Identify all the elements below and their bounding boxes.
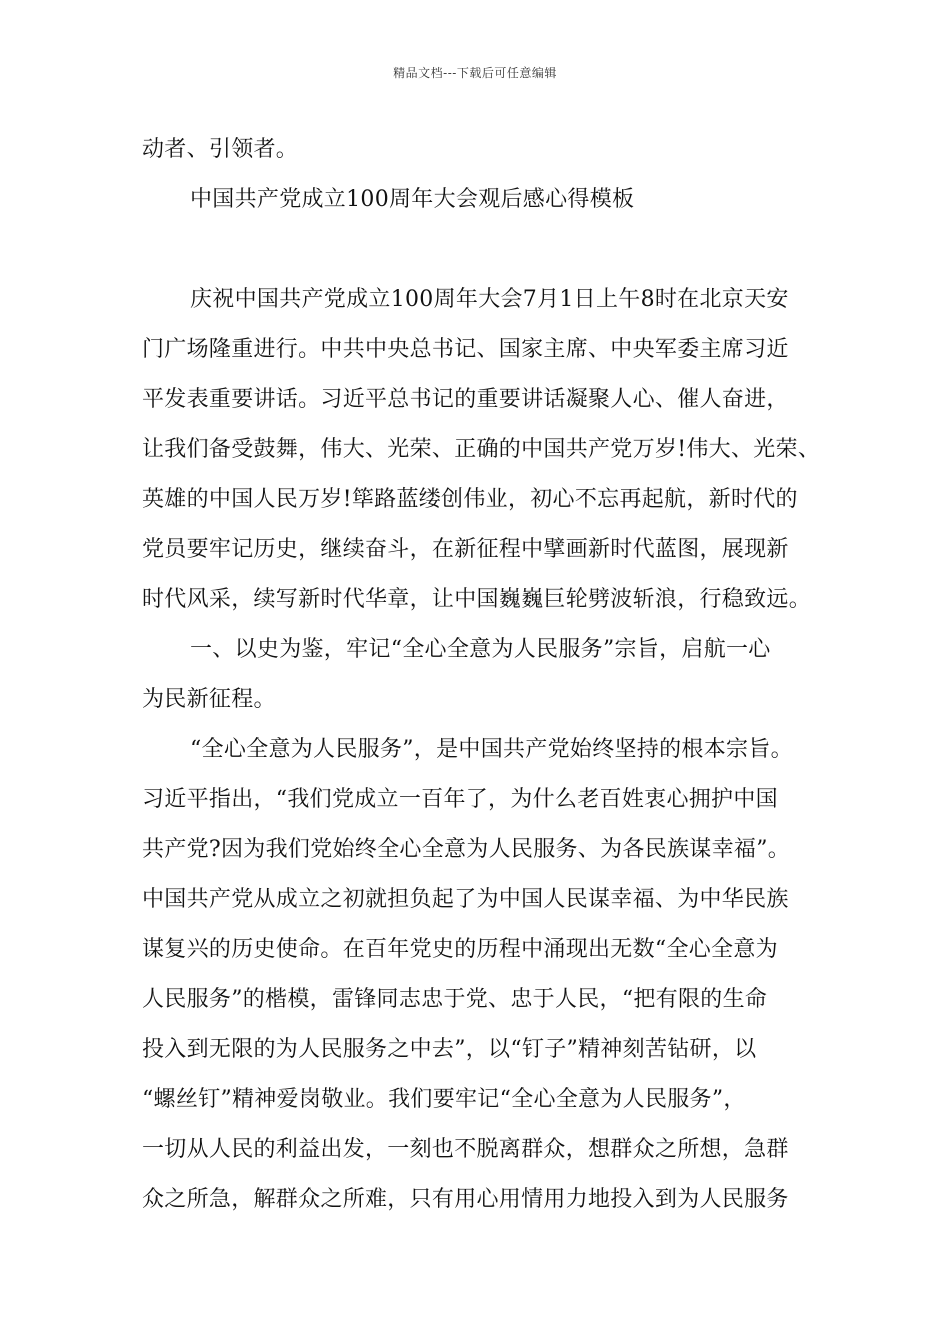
text-line: 共产党?因为我们党始终全心全意为人民服务、为各民族谋幸福”。 xyxy=(142,837,791,862)
text-line: 门广场隆重进行。中共中央总书记、国家主席、中央军委主席习近 xyxy=(142,337,789,362)
text-line: 习近平指出，“我们党成立一百年了，为什么老百姓衷心拥护中国 xyxy=(142,787,778,812)
text-line: 党员要牢记历史，继续奋斗，在新征程中擘画新时代蓝图，展现新 xyxy=(142,537,789,562)
text-line: 人民服务”的楷模，雷锋同志忠于党、忠于人民，“把有限的生命 xyxy=(142,987,768,1012)
text-line: 众之所急，解群众之所难，只有用心用情用力地投入到为人民服务 xyxy=(142,1187,789,1212)
text-line: 动者、引领者。 xyxy=(142,137,299,162)
text-line: 让我们备受鼓舞，伟大、光荣、正确的中国共产党万岁!伟大、光荣、 xyxy=(142,437,821,462)
text-line: 谋复兴的历史使命。在百年党史的历程中涌现出无数“全心全意为 xyxy=(142,937,778,962)
text-line: 庆祝中国共产党成立100周年大会7月1日上午8时在北京天安 xyxy=(190,287,789,312)
text-line: 英雄的中国人民万岁!筚路蓝缕创伟业，初心不忘再起航，新时代的 xyxy=(142,487,798,512)
text-line: 中国共产党从成立之初就担负起了为中国人民谋幸福、为中华民族 xyxy=(142,887,789,912)
section-heading: 一、以史为鉴，牢记“全心全意为人民服务”宗旨，启航一心 xyxy=(190,637,771,662)
text-line: 一切从人民的利益出发，一刻也不脱离群众，想群众之所想，急群 xyxy=(142,1137,789,1162)
text-line: 为民新征程。 xyxy=(142,687,276,712)
text-line: “全心全意为人民服务”，是中国共产党始终坚持的根本宗旨。 xyxy=(190,737,793,762)
text-line: 平发表重要讲话。习近平总书记的重要讲话凝聚人心、催人奋进， xyxy=(142,387,789,412)
section-title: 中国共产党成立100周年大会观后感心得模板 xyxy=(190,187,635,212)
page-header: 精品文档---下载后可任意编辑 xyxy=(393,66,557,80)
text-line: 投入到无限的为人民服务之中去”，以“钉子”精神刻苦钻研，以 xyxy=(142,1037,757,1062)
text-line: 时代风采，续写新时代华章，让中国巍巍巨轮劈波斩浪，行稳致远。 xyxy=(142,587,812,612)
text-line: “螺丝钉”精神爱岗敬业。我们要牢记“全心全意为人民服务”， xyxy=(142,1087,746,1112)
